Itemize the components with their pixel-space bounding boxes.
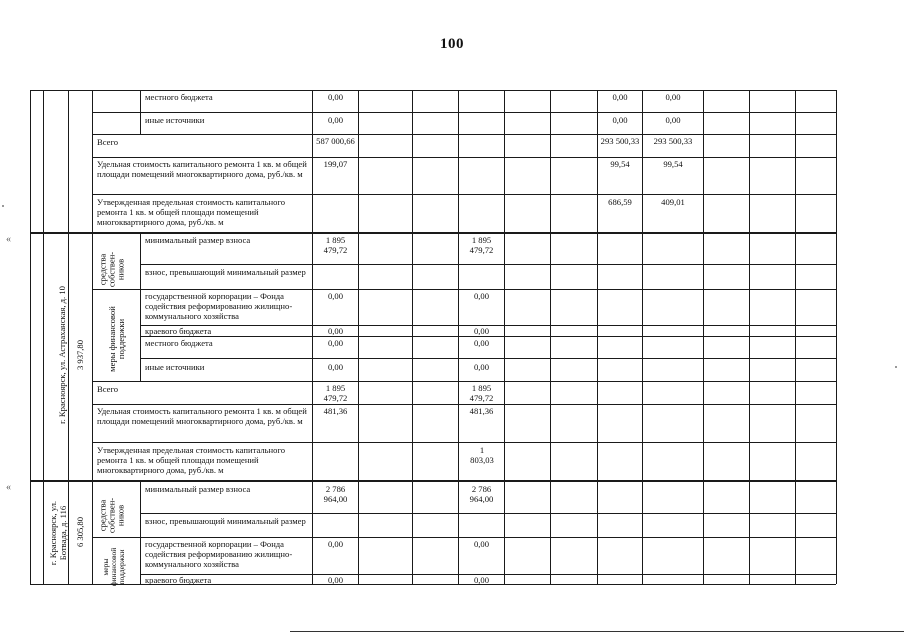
row-label-state-corp: государственной корпорации – Фонда содействия реформированию жилищно-коммунального хозяйства bbox=[145, 291, 293, 321]
row-divider bbox=[140, 513, 836, 514]
value-cell: 409,01 bbox=[661, 197, 685, 207]
row-label-other-sources: иные источники bbox=[145, 362, 205, 372]
value-cell: 481,36 bbox=[469, 406, 494, 416]
block-divider bbox=[30, 480, 836, 482]
value-cell: 587 000,66 bbox=[316, 136, 355, 146]
column-divider bbox=[140, 232, 141, 381]
column-divider bbox=[140, 480, 141, 584]
value-cell: 0,00 bbox=[665, 115, 681, 125]
margin-mark: « bbox=[6, 234, 11, 245]
value-cell: 0,00 bbox=[473, 338, 490, 348]
group-owner-funds: средства собствен-ников bbox=[97, 251, 126, 288]
block-divider bbox=[30, 232, 836, 234]
value-cell: 1 895 479,72 bbox=[323, 235, 348, 255]
column-divider bbox=[749, 90, 750, 584]
row-divider bbox=[140, 336, 836, 337]
value-cell: 0,00 bbox=[327, 539, 344, 549]
value-cell: 0,00 bbox=[665, 92, 681, 102]
value-cell: 99,54 bbox=[663, 159, 683, 169]
value-cell: 293 500,33 bbox=[653, 136, 693, 146]
row-label-min-contribution: минимальный размер взноса bbox=[145, 235, 251, 245]
row-divider bbox=[92, 112, 836, 113]
value-cell: 0,00 bbox=[327, 362, 344, 372]
column-divider bbox=[795, 90, 796, 584]
value-cell: 0,00 bbox=[473, 539, 490, 549]
row-divider bbox=[92, 404, 836, 405]
row-label-state-corp: государственной корпорации – Фонда содействия реформированию жилищно-коммунального хозяйства bbox=[145, 539, 293, 569]
value-cell: 199,07 bbox=[323, 159, 348, 169]
value-cell: 0,00 bbox=[327, 326, 344, 336]
column-divider bbox=[92, 90, 93, 584]
value-cell: 0,00 bbox=[612, 115, 628, 125]
house-address: г. Красноярск, ул. Астраханская, д. 10 bbox=[57, 286, 67, 424]
value-cell: 686,59 bbox=[608, 197, 632, 207]
row-label-total: Всего bbox=[97, 384, 119, 394]
row-divider bbox=[140, 264, 836, 265]
row-divider bbox=[92, 134, 836, 135]
value-cell: 0,00 bbox=[327, 291, 344, 301]
column-divider bbox=[703, 90, 704, 584]
page-bottom-rule bbox=[290, 631, 904, 632]
value-cell: 0,00 bbox=[327, 575, 344, 585]
value-cell: 1 803,03 bbox=[470, 445, 494, 465]
value-cell: 293 500,33 bbox=[600, 136, 640, 146]
value-cell: 1 895 479,72 bbox=[323, 383, 348, 403]
value-cell: 481,36 bbox=[323, 406, 348, 416]
house-area: 3 937,80 bbox=[75, 339, 85, 371]
value-cell: 99,54 bbox=[610, 159, 630, 169]
column-divider bbox=[458, 90, 459, 584]
row-label-excess-contribution: взнос, превышающий минимальный размер bbox=[145, 267, 306, 277]
column-divider bbox=[140, 90, 141, 134]
row-label-approved-limit: Утвержденная предельная стоимость капитального ремонта 1 кв. м общей площади помещений многоквартирного дома, руб./кв. м bbox=[97, 445, 286, 475]
group-support-measures: меры финансовой поддержки bbox=[101, 547, 126, 587]
value-cell: 0,00 bbox=[473, 362, 490, 372]
row-label-regional-budget: краевого бюджета bbox=[145, 326, 212, 336]
value-cell: 1 895 479,72 bbox=[469, 235, 494, 255]
column-divider bbox=[504, 90, 505, 584]
value-cell: 0,00 bbox=[327, 115, 344, 125]
row-divider bbox=[140, 358, 836, 359]
row-label-excess-contribution: взнос, превышающий минимальный размер bbox=[145, 516, 306, 526]
row-divider bbox=[92, 537, 836, 538]
row-label-min-contribution: минимальный размер взноса bbox=[145, 484, 251, 494]
row-label-total: Всего bbox=[97, 137, 119, 147]
value-cell: 0,00 bbox=[612, 92, 628, 102]
value-cell: 2 786 964,00 bbox=[323, 484, 348, 504]
house-address: г. Красноярск, ул. Ботвада, д. 116 bbox=[48, 500, 68, 566]
table-border-top bbox=[30, 90, 836, 91]
group-support-measures: меры финансовой поддержки bbox=[107, 306, 126, 372]
row-label-specific-cost: Удельная стоимость капитального ремонта 1 кв. м общей площади помещений многоквартирного дома, руб./кв. м bbox=[97, 159, 307, 179]
value-cell: 0,00 bbox=[473, 575, 490, 585]
column-divider bbox=[836, 90, 837, 584]
row-divider bbox=[92, 289, 836, 290]
row-divider bbox=[92, 442, 836, 443]
column-divider bbox=[358, 90, 359, 584]
row-divider bbox=[92, 157, 836, 158]
column-divider bbox=[68, 90, 69, 584]
value-cell: 1 895 479,72 bbox=[469, 383, 494, 403]
row-label-regional-budget: краевого бюджета bbox=[145, 575, 212, 585]
value-cell: 0,00 bbox=[473, 291, 490, 301]
value-cell: 0,00 bbox=[473, 326, 490, 336]
row-label-local-budget: местного бюджета bbox=[145, 338, 213, 348]
row-label-specific-cost: Удельная стоимость капитального ремонта 1 кв. м общей площади помещений многоквартирного дома, руб./кв. м bbox=[97, 406, 307, 426]
page-number: 100 bbox=[440, 36, 464, 52]
margin-mark: « bbox=[6, 482, 11, 493]
value-cell: 0,00 bbox=[327, 92, 344, 102]
row-divider bbox=[92, 194, 836, 195]
row-label-local-budget: местного бюджета bbox=[145, 92, 213, 102]
scan-speck bbox=[2, 205, 4, 207]
column-divider bbox=[550, 90, 551, 584]
column-divider bbox=[30, 90, 31, 584]
value-cell: 2 786 964,00 bbox=[469, 484, 494, 504]
row-divider bbox=[92, 381, 836, 382]
scan-speck bbox=[895, 366, 897, 368]
house-area: 6 305,80 bbox=[75, 516, 85, 548]
group-owner-funds: средства собствен-ников bbox=[97, 497, 126, 534]
value-cell: 0,00 bbox=[327, 338, 344, 348]
row-label-approved-limit: Утвержденная предельная стоимость капитального ремонта 1 кв. м общей площади помещений многоквартирного дома, руб./кв. м bbox=[97, 197, 286, 227]
column-divider bbox=[43, 90, 44, 584]
column-divider bbox=[412, 90, 413, 584]
row-label-other-sources: иные источники bbox=[145, 115, 205, 125]
